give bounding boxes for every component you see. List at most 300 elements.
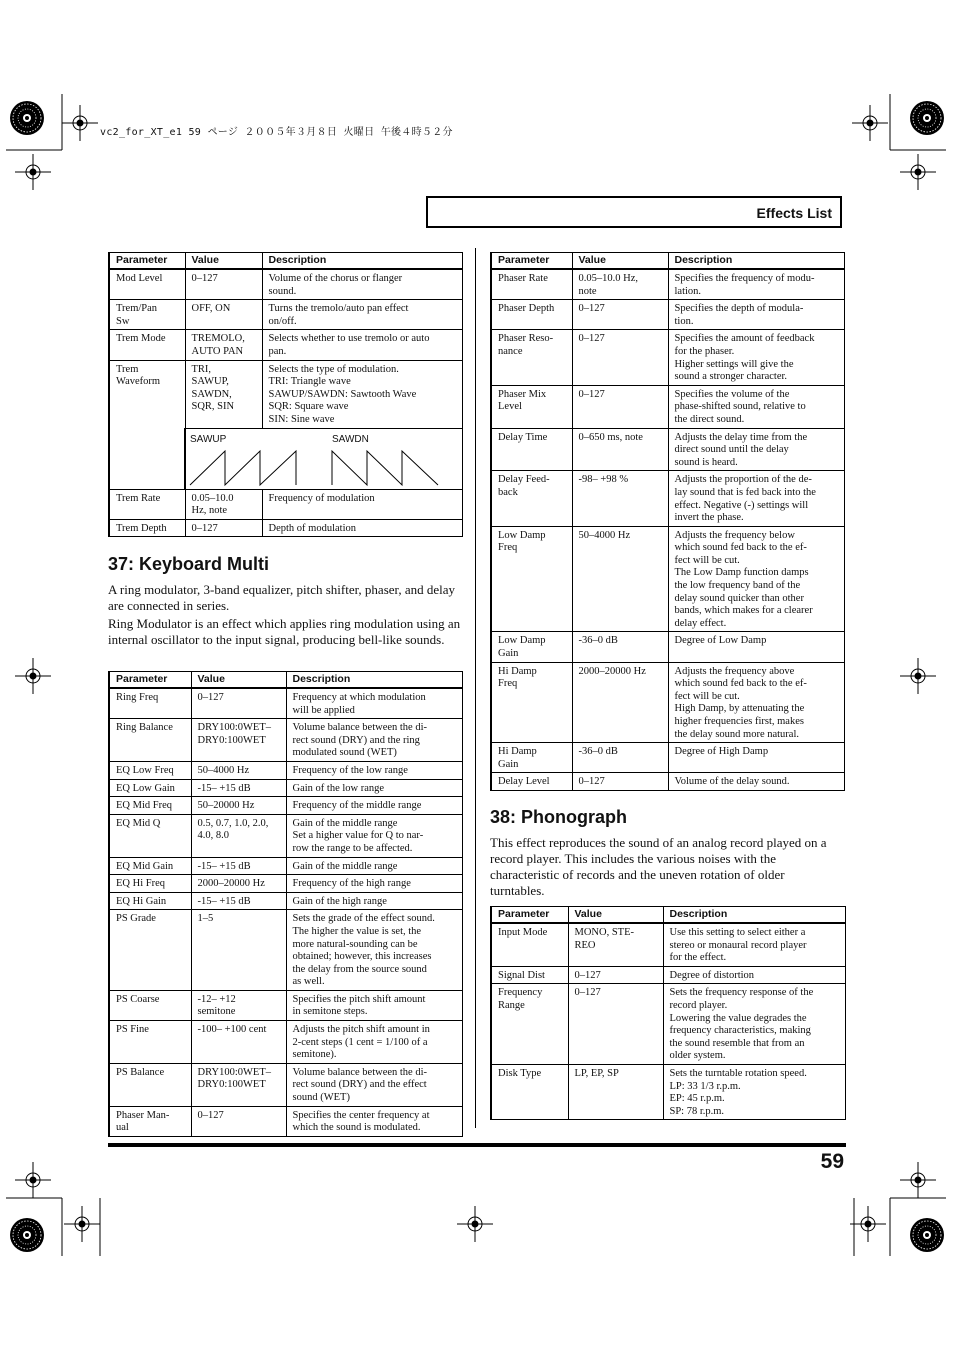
cell-text-line: Selects whether to use tremolo or auto bbox=[268, 333, 430, 345]
cell-text-line: semitone bbox=[197, 1006, 236, 1018]
cell-text-line: 4.0, 8.0 bbox=[197, 830, 229, 842]
cell-text-line: Specifies the pitch shift amount bbox=[292, 993, 426, 1005]
parameter-cell bbox=[109, 875, 191, 893]
cell-text-line: 2-cent steps (1 cent = 1/100 of a bbox=[292, 1036, 428, 1048]
crosshair-icon bbox=[457, 1206, 493, 1242]
cell-text-line: -15– +15 dB bbox=[197, 860, 251, 872]
cell-text-line: Frequency bbox=[498, 987, 543, 999]
cell-text-line: Gain bbox=[498, 758, 519, 770]
table-row bbox=[109, 1106, 463, 1136]
cell-text-line: MONO, STE- bbox=[574, 927, 634, 938]
phaser-delay-parameter-table bbox=[490, 252, 845, 791]
table-row bbox=[109, 360, 463, 428]
tremolo-parameter-table bbox=[108, 252, 463, 537]
col-description: Description bbox=[286, 672, 463, 689]
value-cell bbox=[191, 779, 286, 797]
cell-text-line: lation. bbox=[674, 285, 702, 297]
table-row bbox=[491, 966, 846, 984]
cell-text-line: Delay Time bbox=[498, 431, 548, 443]
table-row bbox=[109, 1021, 463, 1064]
table-header-row bbox=[491, 907, 846, 924]
cell-text-line: -15– +15 dB bbox=[197, 782, 251, 794]
value-cell bbox=[572, 471, 668, 526]
table-row bbox=[109, 719, 463, 762]
cell-text-line: DRY100:0WET– bbox=[197, 1066, 271, 1078]
table-row bbox=[491, 743, 845, 773]
value-cell bbox=[191, 688, 286, 719]
parameter-cell bbox=[109, 857, 191, 875]
cell-text-line: Turns the tremolo/auto pan effect bbox=[268, 303, 409, 315]
cell-text-line: back bbox=[498, 486, 518, 498]
description-cell bbox=[286, 814, 463, 857]
cell-text-line: -36–0 dB bbox=[578, 635, 618, 647]
description-cell bbox=[286, 797, 463, 815]
cell-text-line: REO bbox=[574, 939, 596, 951]
description-cell bbox=[286, 761, 463, 779]
table-row bbox=[109, 875, 463, 893]
value-cell bbox=[185, 330, 262, 360]
cell-text-line: Delay Feed- bbox=[498, 474, 550, 486]
cell-text-line: Freq bbox=[498, 542, 518, 554]
cell-text-line: -12– +12 bbox=[197, 993, 236, 1005]
parameter-cell bbox=[109, 892, 191, 910]
cell-text-line: 0–127 bbox=[574, 969, 601, 981]
value-cell bbox=[568, 984, 663, 1065]
cell-text-line: PS Coarse bbox=[116, 993, 160, 1005]
cell-text-line: the delay from the source sound bbox=[292, 963, 427, 975]
cell-text-line: record player. bbox=[669, 999, 728, 1011]
cell-text-line: 0–127 bbox=[574, 987, 601, 999]
table-row bbox=[491, 330, 845, 385]
table-row bbox=[109, 910, 463, 991]
cell-text-line: Gain of the low range bbox=[292, 782, 385, 794]
parameter-cell bbox=[491, 385, 572, 428]
col-parameter: Parameter bbox=[109, 672, 191, 689]
cell-text-line: EQ Hi Gain bbox=[116, 895, 167, 907]
parameter-cell bbox=[109, 814, 191, 857]
value-cell bbox=[185, 519, 262, 537]
crosshair-icon bbox=[852, 105, 888, 141]
cell-text-line: Adjusts the pitch shift amount in bbox=[292, 1024, 430, 1036]
cell-text-line: sound (WET) bbox=[292, 1092, 350, 1104]
cell-text-line: LP, EP, SP bbox=[574, 1067, 619, 1079]
description-cell bbox=[286, 857, 463, 875]
cell-text-line: Ring Balance bbox=[116, 722, 173, 734]
cell-text-line: note bbox=[578, 285, 597, 297]
description-cell bbox=[286, 719, 463, 762]
cell-text-line: AUTO PAN bbox=[191, 345, 244, 357]
parameter-cell bbox=[491, 471, 572, 526]
cell-text-line: SQR: Square wave bbox=[268, 401, 349, 413]
cell-text-line: 0–127 bbox=[197, 692, 224, 703]
registration-mark-icon bbox=[910, 1218, 944, 1252]
cell-text-line: SAWDN, bbox=[191, 388, 232, 400]
cell-text-line: Adjusts the proportion of the de- bbox=[674, 474, 812, 486]
parameter-cell bbox=[109, 1021, 191, 1064]
value-cell bbox=[572, 330, 668, 385]
cell-text-line: Waveform bbox=[116, 376, 161, 388]
table-row bbox=[109, 1063, 463, 1106]
table-row bbox=[109, 269, 463, 300]
description-cell bbox=[262, 300, 463, 330]
crosshair-icon bbox=[64, 1206, 100, 1242]
cell-text-line: EQ Mid Gain bbox=[116, 860, 174, 872]
col-parameter: Parameter bbox=[109, 253, 185, 270]
table-row bbox=[491, 923, 846, 966]
cell-text-line: -98– +98 % bbox=[578, 474, 629, 486]
cell-text-line: 0.05–10.0 bbox=[191, 492, 234, 504]
cell-text-line: semitone). bbox=[292, 1049, 337, 1061]
cell-text-line: Trem Rate bbox=[116, 492, 161, 504]
description-cell bbox=[668, 385, 845, 428]
value-cell bbox=[191, 892, 286, 910]
cell-text-line: Use this setting to select either a bbox=[669, 927, 806, 938]
description-cell bbox=[663, 984, 846, 1065]
cell-text-line: 0.05–10.0 Hz, bbox=[578, 273, 638, 284]
cell-text-line: pan. bbox=[268, 345, 287, 357]
cell-text-line: -36–0 dB bbox=[578, 746, 618, 758]
cell-text-line: The Low Damp function damps bbox=[674, 567, 809, 579]
value-cell bbox=[191, 1021, 286, 1064]
parameter-cell bbox=[491, 743, 572, 773]
registration-mark-icon bbox=[910, 101, 944, 135]
cell-text-line: Frequency of the middle range bbox=[292, 800, 422, 812]
cell-text-line: DRY0:100WET bbox=[197, 1079, 266, 1091]
cell-text-line: modulated sound (WET) bbox=[292, 747, 397, 759]
table-row bbox=[109, 300, 463, 330]
value-cell bbox=[572, 773, 668, 791]
cell-text-line: higher frequencies first, makes bbox=[674, 716, 804, 727]
cell-text-line: fect will be cut. bbox=[674, 690, 740, 702]
cell-text-line: Specifies the amount of feedback bbox=[674, 333, 815, 345]
cell-text-line: fect will be cut. bbox=[674, 554, 740, 566]
cell-text-line: sound is heard. bbox=[674, 456, 738, 468]
cell-text-line: rect sound (DRY) and the ring bbox=[292, 734, 420, 746]
cell-text-line: The higher the value is set, the bbox=[292, 925, 422, 937]
table-row bbox=[491, 984, 846, 1065]
value-cell bbox=[191, 910, 286, 991]
table-row bbox=[109, 892, 463, 910]
parameter-cell bbox=[109, 779, 191, 797]
cell-text-line: on/off. bbox=[268, 315, 297, 327]
cell-text-line: Gain of the high range bbox=[292, 895, 387, 907]
cell-text-line: 0–127 bbox=[197, 1109, 224, 1121]
cell-text-line: Signal Dist bbox=[498, 969, 545, 981]
cell-text-line: Ring Freq bbox=[116, 692, 159, 703]
col-description: Description bbox=[663, 907, 846, 924]
cell-text-line: 0–650 ms, note bbox=[578, 431, 643, 443]
description-cell bbox=[668, 330, 845, 385]
cell-text-line: Freq bbox=[498, 678, 518, 690]
sawdn-label: SAWDN bbox=[332, 433, 369, 445]
value-cell bbox=[191, 719, 286, 762]
section-38-title: 38: Phonograph bbox=[490, 807, 628, 827]
cell-text-line: -15– +15 dB bbox=[197, 895, 251, 907]
parameter-cell bbox=[109, 360, 185, 489]
cell-text-line: SP: 78 r.p.m. bbox=[669, 1105, 725, 1117]
parameter-cell bbox=[491, 300, 572, 330]
cell-text-line: delay sound quicker than other bbox=[674, 592, 804, 604]
cell-text-line: will be applied bbox=[292, 704, 355, 716]
table-row bbox=[491, 300, 845, 330]
cell-text-line: Specifies the depth of modula- bbox=[674, 303, 804, 315]
description-cell bbox=[668, 526, 845, 632]
crosshair-icon bbox=[900, 154, 936, 190]
cell-text-line: Phaser Reso- bbox=[498, 333, 554, 345]
description-cell bbox=[668, 269, 845, 300]
section-tab-label: Effects List bbox=[756, 205, 832, 221]
crosshair-icon bbox=[900, 1162, 936, 1198]
cell-text-line: more natural-sounding can be bbox=[292, 938, 418, 950]
keyboard-multi-parameter-table bbox=[108, 671, 463, 1137]
parameter-cell bbox=[109, 797, 191, 815]
crosshair-icon bbox=[62, 105, 98, 141]
cell-text-line: frequency characteristics, making bbox=[669, 1025, 811, 1037]
cell-text-line: Low Damp bbox=[498, 529, 546, 541]
cell-text-line: for the phaser. bbox=[674, 345, 735, 357]
crosshair-icon bbox=[15, 154, 51, 190]
cell-text-line: Low Damp bbox=[498, 635, 546, 647]
section-38-paragraph-1: This effect reproduces the sound of an analog record played on a record player. This includes the various noises with the characteristic of records and the uneven rotation of older turntables. bbox=[490, 835, 827, 898]
cell-text-line: Depth of modulation bbox=[268, 522, 356, 534]
description-cell bbox=[286, 1021, 463, 1064]
phonograph-parameter-table bbox=[490, 906, 846, 1120]
cell-text-line: Input Mode bbox=[498, 927, 548, 938]
cell-text-line: for the effect. bbox=[669, 952, 727, 964]
cell-text-line: Lowering the value degrades the bbox=[669, 1012, 807, 1024]
table-row bbox=[109, 330, 463, 360]
description-cell bbox=[663, 1064, 846, 1119]
description-cell bbox=[286, 1063, 463, 1106]
col-parameter: Parameter bbox=[491, 907, 568, 924]
description-cell bbox=[668, 632, 845, 662]
cell-text-line: 50–20000 Hz bbox=[197, 800, 255, 812]
table-row bbox=[109, 519, 463, 537]
cell-text-line: lay sound that is fed back into the bbox=[674, 486, 816, 498]
parameter-cell bbox=[491, 773, 572, 791]
cell-text-line: as well. bbox=[292, 976, 325, 988]
table-header-row bbox=[109, 672, 463, 689]
description-cell bbox=[262, 269, 463, 300]
table-row bbox=[491, 773, 845, 791]
crosshair-icon bbox=[850, 1206, 886, 1242]
cell-text-line: ual bbox=[116, 1122, 129, 1134]
cell-text-line: PS Grade bbox=[116, 913, 156, 925]
cell-text-line: DRY0:100WET bbox=[197, 734, 266, 746]
cell-text-line: which the sound is modulated. bbox=[292, 1122, 421, 1134]
parameter-cell bbox=[491, 526, 572, 632]
cell-text-line: Hz, note bbox=[191, 505, 228, 517]
cell-text-line: SAWUP, bbox=[191, 376, 229, 388]
col-description: Description bbox=[262, 253, 463, 270]
description-cell bbox=[668, 428, 845, 471]
cell-text-line: 2000–20000 Hz bbox=[197, 878, 265, 890]
value-cell bbox=[572, 385, 668, 428]
description-cell bbox=[262, 360, 463, 428]
crosshair-icon bbox=[900, 658, 936, 694]
section-37-title: 37: Keyboard Multi bbox=[108, 554, 270, 574]
table-row bbox=[491, 269, 845, 300]
value-cell bbox=[568, 923, 663, 966]
col-description: Description bbox=[668, 253, 845, 270]
sawtooth-waveform-icon bbox=[186, 429, 462, 489]
value-cell bbox=[572, 632, 668, 662]
cell-text-line: SIN: Sine wave bbox=[268, 413, 335, 425]
cell-text-line: the low frequency band of the bbox=[674, 580, 801, 592]
cell-text-line: Selects the type of modulation. bbox=[268, 363, 399, 375]
description-cell bbox=[668, 471, 845, 526]
section-37-paragraph-2: Ring Modulator is an effect which applies ring modulation using an internal oscillator to the input signal, producing bell-like sounds. bbox=[108, 616, 461, 647]
cell-text-line: OFF, ON bbox=[191, 303, 231, 315]
table-row bbox=[491, 1064, 846, 1119]
value-cell bbox=[185, 360, 262, 428]
cell-text-line: Frequency at which modulation bbox=[292, 692, 426, 703]
value-cell bbox=[572, 269, 668, 300]
cell-text-line: EQ Hi Freq bbox=[116, 878, 165, 890]
cell-text-line: Trem Mode bbox=[116, 333, 166, 345]
description-cell bbox=[668, 773, 845, 791]
cell-text-line: Range bbox=[498, 999, 525, 1011]
parameter-cell bbox=[109, 1063, 191, 1106]
cell-text-line: 0.5, 0.7, 1.0, 2.0, bbox=[197, 817, 269, 829]
col-value: Value bbox=[568, 907, 663, 924]
cell-text-line: Gain of the middle range bbox=[292, 860, 398, 872]
table-row bbox=[109, 779, 463, 797]
value-cell bbox=[191, 990, 286, 1020]
cell-text-line: TRI: Triangle wave bbox=[268, 376, 351, 388]
value-cell bbox=[568, 1064, 663, 1119]
cell-text-line: which sound fed back to the ef- bbox=[674, 678, 807, 690]
value-cell bbox=[185, 489, 262, 519]
table-row bbox=[491, 471, 845, 526]
value-cell bbox=[185, 269, 262, 300]
cell-text-line: obtained; however, this increases bbox=[292, 951, 432, 963]
description-cell bbox=[286, 910, 463, 991]
col-parameter: Parameter bbox=[491, 253, 572, 270]
cell-text-line: Phaser Mix bbox=[498, 388, 547, 400]
cell-text-line: tion. bbox=[674, 315, 694, 327]
value-cell bbox=[191, 1063, 286, 1106]
cell-text-line: sound a stronger character. bbox=[674, 371, 788, 383]
cell-text-line: Trem Depth bbox=[116, 522, 167, 534]
cell-text-line: which sound fed back to the ef- bbox=[674, 542, 807, 554]
cell-text-line: older system. bbox=[669, 1050, 726, 1062]
value-cell bbox=[191, 797, 286, 815]
value-cell bbox=[191, 875, 286, 893]
cell-text-line: EQ Mid Freq bbox=[116, 800, 172, 812]
table-header-row bbox=[109, 253, 463, 270]
parameter-cell bbox=[491, 428, 572, 471]
cell-text-line: Adjusts the frequency below bbox=[674, 529, 795, 541]
description-cell bbox=[262, 330, 463, 360]
page-number: 59 bbox=[820, 1150, 844, 1173]
cell-text-line: Adjusts the delay time from the bbox=[674, 431, 808, 443]
value-cell bbox=[191, 1106, 286, 1136]
registration-mark-icon bbox=[10, 101, 44, 135]
parameter-cell bbox=[109, 1106, 191, 1136]
value-cell bbox=[572, 428, 668, 471]
col-value: Value bbox=[572, 253, 668, 270]
description-cell bbox=[286, 990, 463, 1020]
cell-text-line: SQR, SIN bbox=[191, 401, 235, 413]
cell-text-line: -100– +100 cent bbox=[197, 1024, 267, 1036]
waveform-diagram-cell bbox=[185, 428, 463, 489]
cell-text-line: 0–127 bbox=[578, 303, 605, 315]
description-cell bbox=[286, 875, 463, 893]
cell-text-line: TRI, bbox=[191, 363, 212, 375]
sawup-label: SAWUP bbox=[190, 433, 227, 445]
cell-text-line: 0–127 bbox=[578, 388, 605, 400]
cell-text-line: Volume balance between the di- bbox=[292, 1066, 428, 1078]
cell-text-line: Degree of High Damp bbox=[674, 746, 769, 758]
cell-text-line: Gain bbox=[498, 648, 519, 660]
crosshair-icon bbox=[15, 1162, 51, 1198]
table-row bbox=[109, 990, 463, 1020]
table-row bbox=[109, 797, 463, 815]
cell-text-line: EQ Low Freq bbox=[116, 764, 174, 776]
print-header: vc2_for_XT_e1 59 ページ ２００５年３月８日 火曜日 午後４時５２分 bbox=[100, 127, 453, 138]
table-row bbox=[491, 428, 845, 471]
parameter-cell bbox=[109, 489, 185, 519]
cell-text-line: Gain of the middle range bbox=[292, 817, 398, 829]
cell-text-line: 1–5 bbox=[197, 913, 214, 925]
description-cell bbox=[663, 966, 846, 984]
cell-text-line: Trem/Pan bbox=[116, 303, 158, 315]
table-row bbox=[109, 489, 463, 519]
cell-text-line: bands, which makes for a clearer bbox=[674, 605, 813, 617]
table-row bbox=[491, 632, 845, 662]
cell-text-line: 0–127 bbox=[578, 776, 605, 788]
cell-text-line: Disk Type bbox=[498, 1067, 542, 1079]
cell-text-line: DRY100:0WET– bbox=[197, 722, 271, 734]
cell-text-line: Sets the frequency response of the bbox=[669, 987, 814, 999]
section-37-paragraph-1: A ring modulator, 3-band equalizer, pitch shifter, phaser, and delay are connected in series. bbox=[108, 582, 456, 613]
section-tab bbox=[426, 196, 842, 228]
cell-text-line: 50–4000 Hz bbox=[197, 764, 250, 776]
table-row bbox=[491, 662, 845, 743]
cell-text-line: High Damp, by attenuating the bbox=[674, 703, 805, 715]
parameter-cell bbox=[109, 761, 191, 779]
cell-text-line: Level bbox=[498, 401, 522, 413]
cell-text-line: Sw bbox=[116, 315, 130, 327]
cell-text-line: EQ Low Gain bbox=[116, 782, 175, 794]
table-row bbox=[491, 526, 845, 632]
description-cell bbox=[668, 743, 845, 773]
cell-text-line: Degree of Low Damp bbox=[674, 635, 767, 647]
cell-text-line: Specifies the frequency of modu- bbox=[674, 273, 815, 284]
table-row bbox=[109, 814, 463, 857]
cell-text-line: TREMOLO, bbox=[191, 333, 245, 345]
value-cell bbox=[572, 743, 668, 773]
cell-text-line: row the range to be affected. bbox=[292, 842, 413, 854]
cell-text-line: Set a higher value for Q to nar- bbox=[292, 830, 424, 842]
parameter-cell bbox=[109, 330, 185, 360]
table-row bbox=[109, 857, 463, 875]
cell-text-line: direct sound until the delay bbox=[674, 444, 789, 456]
parameter-cell bbox=[491, 923, 568, 966]
cell-text-line: sound. bbox=[268, 285, 297, 297]
col-value: Value bbox=[185, 253, 262, 270]
description-cell bbox=[668, 662, 845, 743]
cell-text-line: Specifies the center frequency at bbox=[292, 1109, 430, 1121]
table-row bbox=[109, 761, 463, 779]
col-value: Value bbox=[191, 672, 286, 689]
description-cell bbox=[663, 923, 846, 966]
description-cell bbox=[286, 1106, 463, 1136]
cell-text-line: Sets the turntable rotation speed. bbox=[669, 1067, 807, 1079]
description-cell bbox=[286, 779, 463, 797]
cell-text-line: EQ Mid Q bbox=[116, 817, 161, 829]
